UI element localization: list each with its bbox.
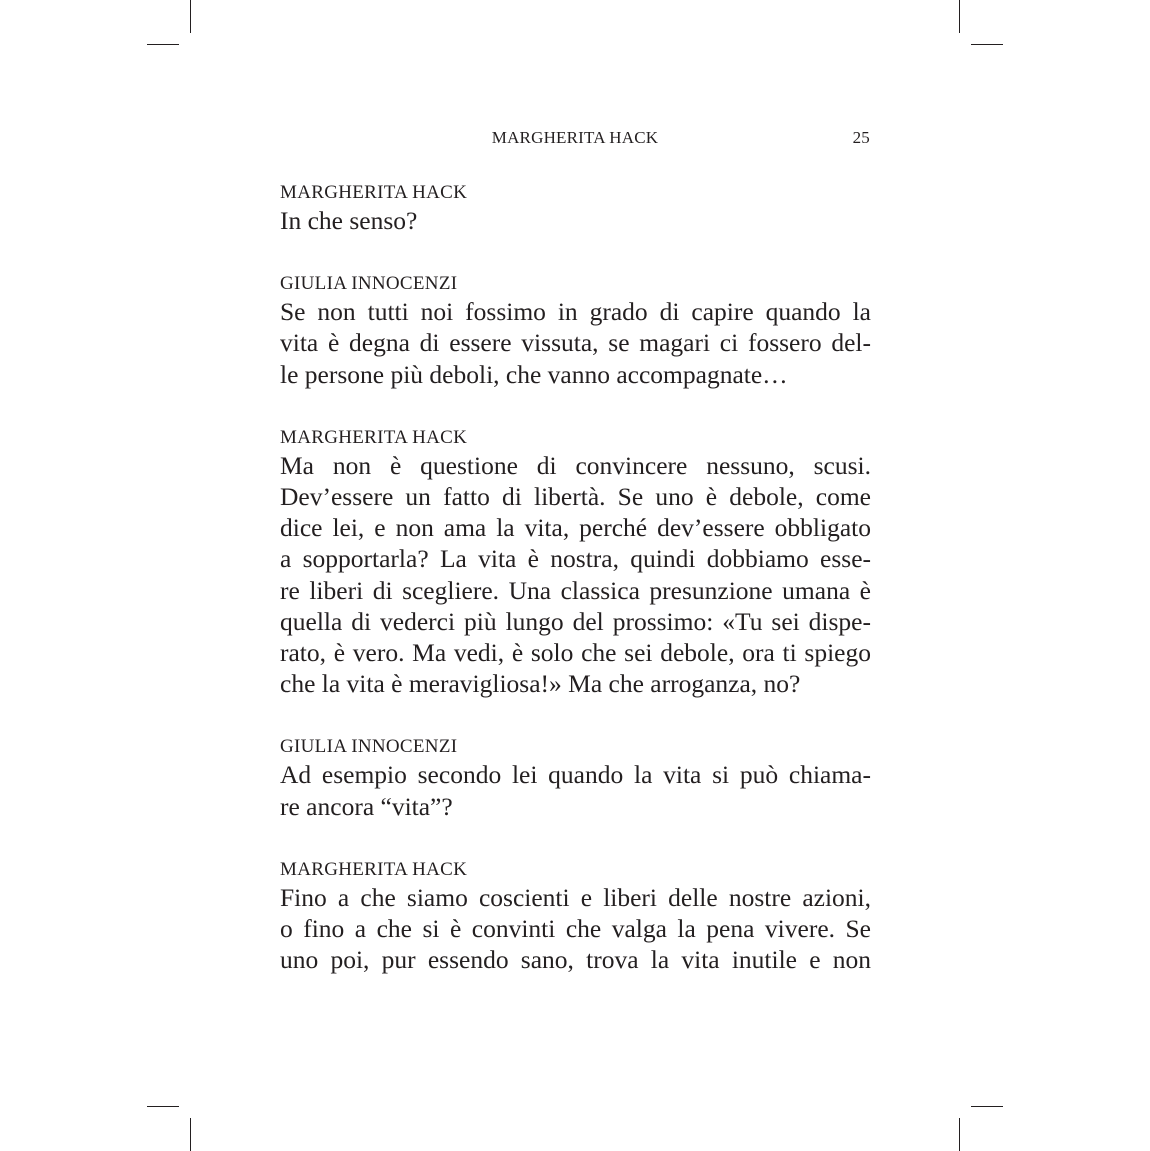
text-line: Ad esempio secondo lei quando la vita si può chiama- (280, 760, 871, 790)
crop-mark-top-right-horizontal (971, 44, 1003, 45)
text-line: vita è degna di essere vissuta, se magari ci fossero del- (280, 328, 871, 358)
dialogue-text-block (280, 181, 871, 975)
crop-mark-bottom-right-vertical (959, 1118, 960, 1151)
dialogue-entry (280, 858, 871, 976)
speaker-name: MARGHERITA HACK (280, 858, 468, 880)
text-line: In che senso? (280, 206, 418, 235)
text-line: le persone più deboli, che vanno accompagnate… (280, 359, 788, 389)
text-line: Se non tutti noi fossimo in grado di capire quando la (280, 297, 871, 327)
crop-mark-bottom-left-vertical (190, 1118, 191, 1151)
page-number: 25 (852, 128, 870, 147)
text-line: o fino a che si è convinti che valga la pena vivere. Se (280, 914, 871, 944)
dialogue-entry (280, 426, 871, 700)
running-head-title: MARGHERITA HACK (491, 128, 659, 147)
running-head (280, 128, 870, 150)
dialogue-entry (280, 272, 871, 390)
crop-mark-top-left-horizontal (147, 44, 179, 45)
text-line: dice lei, e non ama la vita, perché dev’essere obbligato (280, 513, 871, 543)
text-line: uno poi, pur essendo sano, trova la vita inutile e non (280, 945, 871, 975)
text-line: re liberi di scegliere. Una classica presunzione umana è (280, 575, 871, 605)
crop-mark-bottom-left-horizontal (147, 1106, 179, 1107)
speaker-name: MARGHERITA HACK (280, 182, 468, 203)
crop-mark-top-left-vertical (190, 0, 191, 33)
text-line: Ma non è questione di convincere nessuno, scusi. (280, 450, 871, 480)
text-line: che la vita è meravigliosa!» Ma che arroganza, no? (280, 669, 801, 699)
dialogue-entry (280, 181, 871, 236)
speaker-name: GIULIA INNOCENZI (280, 273, 458, 295)
crop-mark-top-right-vertical (959, 0, 960, 33)
text-line: quella di vederci più lungo del prossimo: «Tu sei dispe- (280, 606, 871, 636)
text-line: re ancora “vita”? (280, 791, 453, 821)
speaker-name: MARGHERITA HACK (280, 426, 468, 448)
crop-mark-bottom-right-horizontal (971, 1106, 1003, 1107)
text-line: Fino a che siamo coscienti e liberi delle nostre azioni, (280, 882, 871, 912)
text-line: a sopportarla? La vita è nostra, quindi dobbiamo esse- (280, 544, 871, 574)
text-line: rato, è vero. Ma vedi, è solo che sei debole, ora ti spiego (280, 638, 871, 668)
speaker-name: GIULIA INNOCENZI (280, 736, 458, 758)
text-line: Dev’essere un fatto di libertà. Se uno è debole, come (280, 482, 871, 512)
dialogue-entry (280, 735, 871, 821)
